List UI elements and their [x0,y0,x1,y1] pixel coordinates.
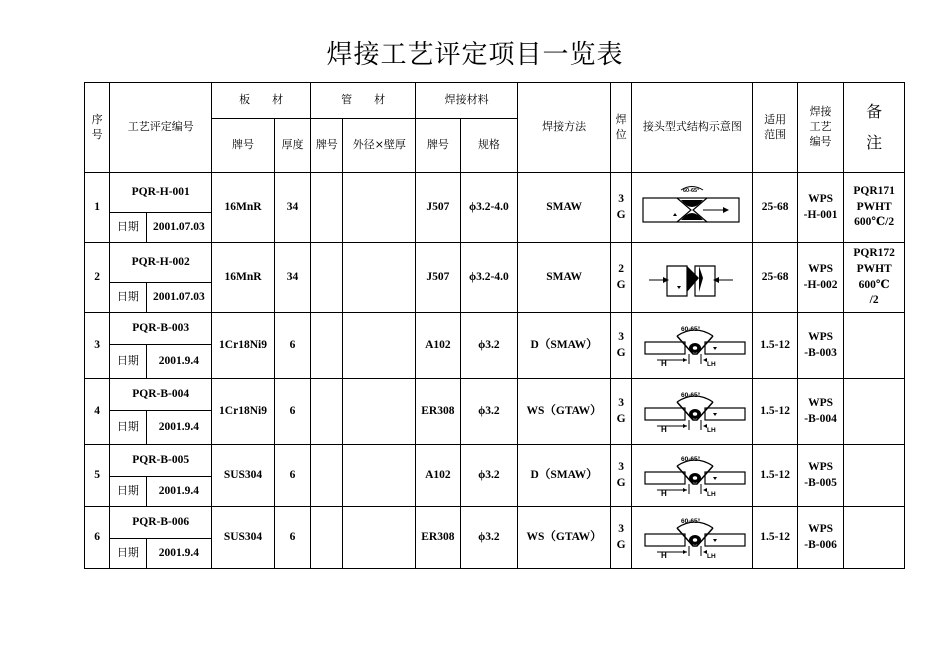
plate-right [695,266,715,296]
cell-pqr-no: PQR-B-005 [110,445,212,477]
weld-bead [687,266,699,292]
dimension-h: H [661,424,668,434]
cell-plate-thick: 34 [274,243,310,313]
dimension-h: H [661,358,668,368]
dimension-h: H [661,488,668,498]
cell-plate-grade: 1Cr18Ni9 [212,379,275,445]
cell-method: SMAW [518,173,611,243]
arrow-mark [663,277,669,283]
plate-right [705,472,745,484]
cell-pipe-grade [311,379,343,445]
angle-label: 60-65° [681,325,701,333]
arrow-mark [713,477,717,480]
header-plate-thick: 厚度 [274,119,310,173]
cell-range: 25-68 [753,243,797,313]
cell-method: WS（GTAW） [518,379,611,445]
joint-diagram [637,452,747,500]
cell-date-label: 日期 [110,539,146,569]
cell-pipe-grade [311,507,343,569]
plate-right [705,408,745,420]
dimension-lh: LH [707,490,716,498]
dimension-lh: LH [707,360,716,368]
cell-filler-grade: J507 [416,173,460,243]
cell-pqr-no: PQR-B-004 [110,379,212,411]
cell-date: 2001.07.03 [146,213,212,243]
cell-filler-spec: ϕ3.2 [460,379,518,445]
cell-seq: 6 [85,507,110,569]
joint-diagram [637,388,747,436]
cell-plate-thick: 6 [274,507,310,569]
arrow-mark [723,207,729,213]
cell-seq: 5 [85,445,110,507]
cell-date-label: 日期 [110,213,146,243]
table-row [85,379,905,411]
dimension-lh: LH [707,426,716,434]
cell-pipe-dim [343,507,416,569]
weld-root [693,412,697,416]
angle-label: 60-65° [683,187,700,194]
plate-right [705,534,745,546]
cell-wps: WPS -B-006 [797,507,843,569]
cell-joint-diagram [632,379,753,445]
header-wps: 焊接 工艺 编号 [797,83,843,173]
cell-wps: WPS -B-005 [797,445,843,507]
cell-filler-spec: ϕ3.2-4.0 [460,173,518,243]
angle-label: 60-65° [681,391,701,399]
header-method: 焊接方法 [518,83,611,173]
dimension-h: H [661,550,668,560]
dimension-lh: LH [707,552,716,560]
cell-plate-thick: 6 [274,313,310,379]
cell-pqr-no: PQR-H-002 [110,243,212,283]
cell-pipe-grade [311,243,343,313]
header-pipe: 管 材 [311,83,416,119]
cell-remark: PQR171 PWHT 600℃/2 [844,173,905,243]
cell-method: SMAW [518,243,611,313]
cell-position: 3 G [611,379,632,445]
cell-plate-thick: 6 [274,379,310,445]
cell-wps: WPS -B-003 [797,313,843,379]
cell-plate-grade: SUS304 [212,445,275,507]
cell-pipe-grade [311,173,343,243]
cell-wps: WPS -B-004 [797,379,843,445]
cell-pqr-no: PQR-B-003 [110,313,212,345]
header-pipe-grade: 牌号 [311,119,343,173]
cell-seq: 1 [85,173,110,243]
cell-seq: 4 [85,379,110,445]
table-row [85,173,905,213]
cell-date-label: 日期 [110,411,146,445]
cell-remark [844,445,905,507]
cell-seq: 3 [85,313,110,379]
cell-date: 2001.9.4 [146,345,212,379]
cell-range: 1.5-12 [753,445,797,507]
plate-left [645,534,685,546]
arrow-mark [713,347,717,350]
angle-label: 60-65° [681,455,701,463]
cell-pipe-dim [343,313,416,379]
cell-plate-grade: 16MnR [212,173,275,243]
cell-date: 2001.9.4 [146,477,212,507]
cell-range: 1.5-12 [753,507,797,569]
joint-diagram [637,322,747,370]
header-range: 适用 范围 [753,83,797,173]
header-seq: 序 号 [85,83,110,173]
cell-date-label: 日期 [110,283,146,313]
cell-range: 1.5-12 [753,379,797,445]
cell-plate-grade: 1Cr18Ni9 [212,313,275,379]
cell-date: 2001.07.03 [146,283,212,313]
angle-label: 60-65° [681,517,701,525]
pqr-table [84,82,905,569]
header-filler-spec: 规格 [460,119,518,173]
plate-left [645,472,685,484]
header-plate: 板 材 [212,83,311,119]
weld-bottom [681,213,703,220]
plate-left [645,342,685,354]
cell-position: 2 G [611,243,632,313]
cell-remark [844,507,905,569]
cell-position: 3 G [611,313,632,379]
cell-plate-thick: 6 [274,445,310,507]
header-joint: 接头型式结构示意图 [632,83,753,173]
cell-pipe-grade [311,313,343,379]
cell-position: 3 G [611,507,632,569]
plate-left [645,408,685,420]
plate-left [667,266,687,296]
cell-filler-spec: ϕ3.2 [460,445,518,507]
cell-filler-grade: ER308 [416,379,460,445]
cell-pipe-grade [311,445,343,507]
table-row [85,507,905,539]
cell-pipe-dim [343,379,416,445]
cell-plate-grade: 16MnR [212,243,275,313]
cell-filler-spec: ϕ3.2-4.0 [460,243,518,313]
cell-plate-thick: 34 [274,173,310,243]
cell-joint-diagram [632,445,753,507]
cell-pqr-no: PQR-H-001 [110,173,212,213]
cell-range: 1.5-12 [753,313,797,379]
cell-date-label: 日期 [110,345,146,379]
cell-joint-diagram [632,313,753,379]
header-plate-grade: 牌号 [212,119,275,173]
cell-position: 3 G [611,445,632,507]
cell-remark [844,379,905,445]
cell-joint-diagram [632,507,753,569]
cell-date: 2001.9.4 [146,411,212,445]
cell-filler-grade: J507 [416,243,460,313]
weld-root [693,538,697,542]
cell-method: D（SMAW） [518,313,611,379]
cell-pipe-dim [343,243,416,313]
joint-diagram [637,184,747,232]
cell-filler-grade: A102 [416,313,460,379]
cell-filler-grade: ER308 [416,507,460,569]
header-filler-grade: 牌号 [416,119,460,173]
arrow-mark [713,413,717,416]
cell-filler-spec: ϕ3.2 [460,313,518,379]
table-row [85,313,905,345]
cell-filler-grade: A102 [416,445,460,507]
cell-remark: PQR172 PWHT 600℃ /2 [844,243,905,313]
page-title: 焊接工艺评定项目一览表 [326,40,624,70]
cell-position: 3 G [611,173,632,243]
cell-joint-diagram [632,243,753,313]
weld-top [681,200,703,207]
weld-root [693,476,697,480]
cell-pqr-no: PQR-B-006 [110,507,212,539]
table-row [85,243,905,283]
cell-range: 25-68 [753,173,797,243]
cell-wps: WPS -H-001 [797,173,843,243]
header-filler: 焊接材料 [416,83,518,119]
cell-method: WS（GTAW） [518,507,611,569]
cell-pipe-dim [343,445,416,507]
weld-root [693,346,697,350]
cell-filler-spec: ϕ3.2 [460,507,518,569]
joint-diagram [637,514,747,562]
cell-joint-diagram [632,173,753,243]
header-pqr-no: 工艺评定编号 [110,83,212,173]
cell-plate-grade: SUS304 [212,507,275,569]
cell-date: 2001.9.4 [146,539,212,569]
cell-date-label: 日期 [110,477,146,507]
header-remark: 备 注 [844,83,905,173]
header-pipe-dim: 外径×壁厚 [343,119,416,173]
cell-wps: WPS -H-002 [797,243,843,313]
arrow-mark [713,539,717,542]
cell-seq: 2 [85,243,110,313]
cell-method: D（SMAW） [518,445,611,507]
cell-pipe-dim [343,173,416,243]
plate-right [705,342,745,354]
joint-diagram [637,254,747,302]
table-row [85,445,905,477]
cell-remark [844,313,905,379]
header-position: 焊 位 [611,83,632,173]
